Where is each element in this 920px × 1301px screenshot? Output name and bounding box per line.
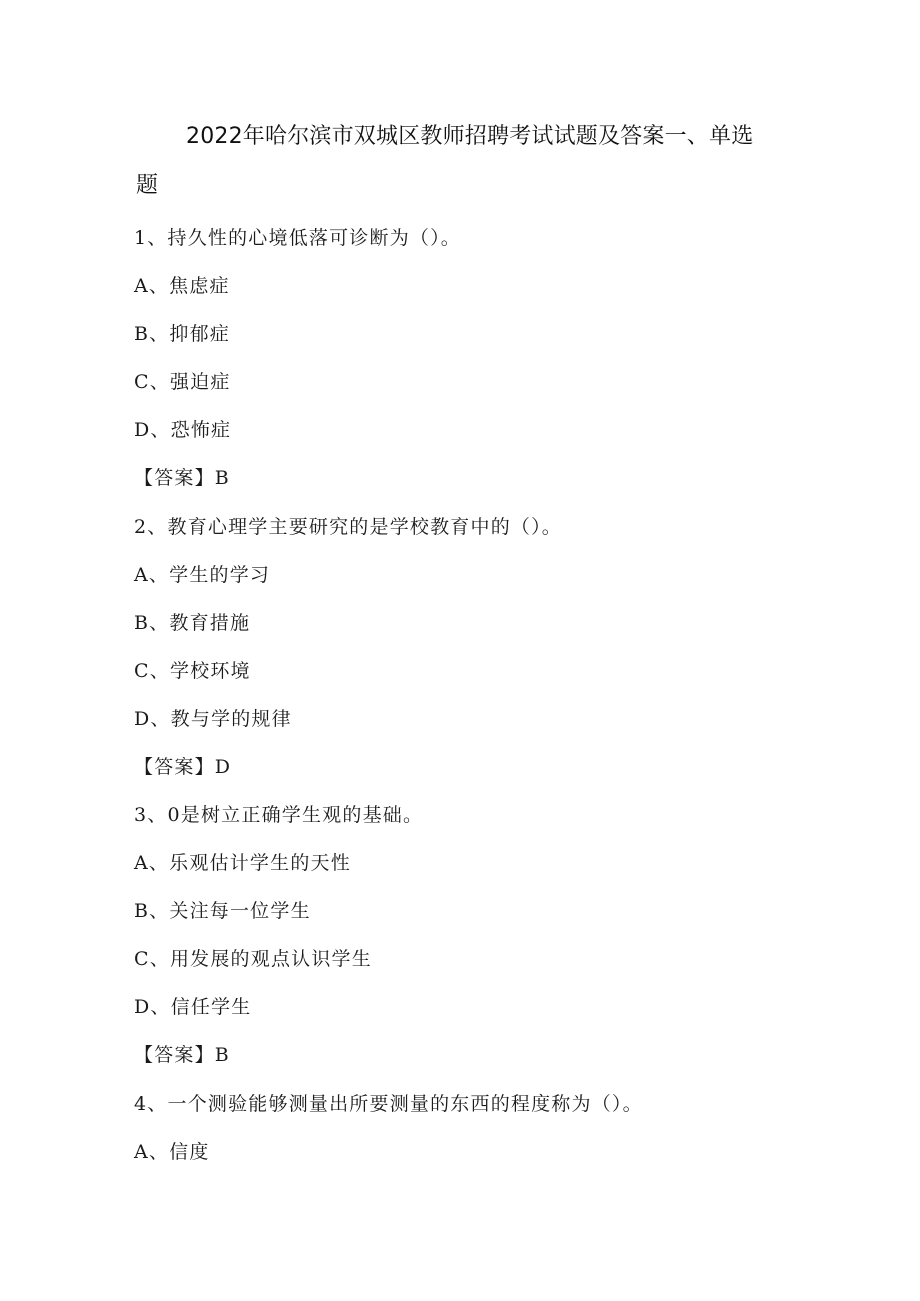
question-2-answer: 【答案】D bbox=[134, 756, 232, 778]
question-3-option-a: A、乐观估计学生的天性 bbox=[134, 852, 351, 874]
question-4-option-a: A、信度 bbox=[134, 1141, 210, 1163]
question-1-option-b: B、抑郁症 bbox=[134, 323, 230, 345]
question-3-option-b: B、关注每一位学生 bbox=[134, 900, 311, 922]
question-2-stem: 2、教育心理学主要研究的是学校教育中的（）。 bbox=[134, 516, 562, 538]
document-title: 2022年哈尔滨市双城区教师招聘考试试题及答案一、单选 bbox=[186, 124, 754, 149]
question-3-option-d: D、信任学生 bbox=[134, 996, 252, 1018]
question-1-option-a: A、焦虑症 bbox=[134, 275, 230, 297]
question-4-stem: 4、一个测验能够测量出所要测量的东西的程度称为（）。 bbox=[134, 1093, 643, 1115]
document-title-continuation: 题 bbox=[136, 173, 159, 198]
question-2-option-c: C、学校环境 bbox=[134, 660, 251, 682]
question-2-option-b: B、教育措施 bbox=[134, 612, 251, 634]
question-1-option-d: D、恐怖症 bbox=[134, 419, 232, 441]
question-1-stem: 1、持久性的心境低落可诊断为（）。 bbox=[134, 227, 461, 249]
question-3-stem: 3、0是树立正确学生观的基础。 bbox=[134, 804, 424, 826]
question-3-option-c: C、用发展的观点认识学生 bbox=[134, 948, 372, 970]
question-2-option-a: A、学生的学习 bbox=[134, 564, 271, 586]
question-1-answer: 【答案】B bbox=[134, 467, 230, 489]
question-1-option-c: C、强迫症 bbox=[134, 371, 231, 393]
question-3-answer: 【答案】B bbox=[134, 1044, 230, 1066]
question-2-option-d: D、教与学的规律 bbox=[134, 708, 292, 730]
